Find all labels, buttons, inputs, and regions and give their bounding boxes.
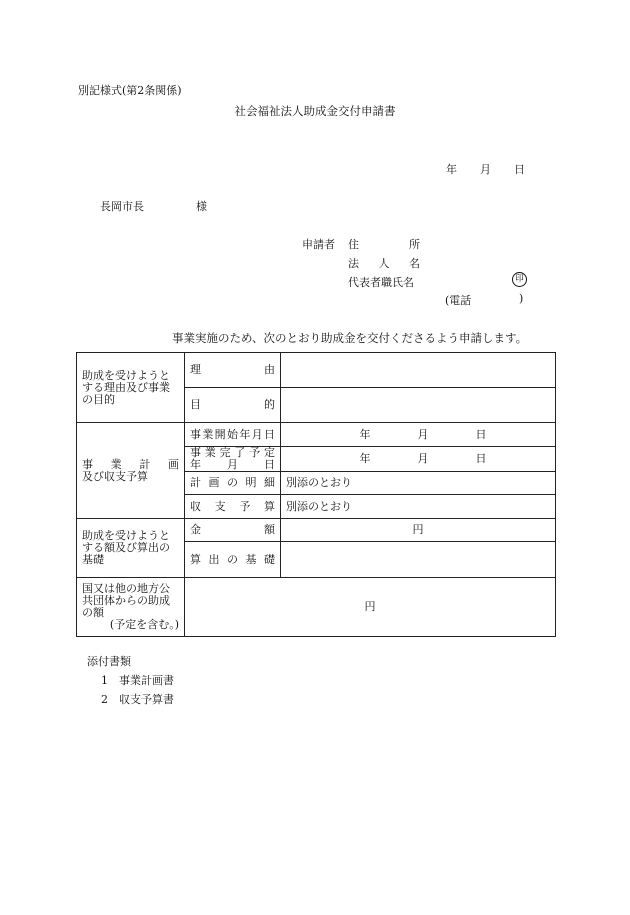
start-date-value: 年 月 日 [281, 423, 556, 447]
attachment-item: 2 収支予算書 [101, 693, 174, 706]
other-subsidy-header: 国又は他の地方公共団体からの助成の額 (予定を含む。) [77, 578, 185, 637]
reason-label: 理 由 [185, 353, 281, 388]
recipient-name: 長岡市長 [100, 200, 144, 213]
plan-detail-value: 別添のとおり [281, 472, 556, 495]
plan-budget-header: 事 業 計 画 及び収支予算 [77, 423, 185, 519]
recipient-honorific: 様 [196, 200, 207, 213]
corporation-name-label: 法 人 名 [348, 257, 420, 270]
attachment-item: 1 事業計画書 [101, 674, 174, 687]
phone-close-paren: ) [519, 292, 524, 305]
end-date-value: 年 月 日 [281, 447, 556, 472]
basis-value [281, 542, 556, 578]
amount-label: 金 額 [185, 519, 281, 542]
date-month-label: 月 [480, 163, 491, 176]
phone-label: (電話 [445, 294, 472, 307]
plan-detail-label: 計 画 の 明 細 [185, 472, 281, 495]
reason-value [281, 353, 556, 388]
purpose-header: 助成を受けようとする理由及び事業の目的 [77, 353, 185, 423]
date-year-label: 年 [446, 163, 457, 176]
representative-label: 代表者職氏名 [348, 276, 414, 289]
objective-value [281, 388, 556, 423]
start-date-label: 事業開始年月日 [185, 423, 281, 447]
objective-label: 目 的 [185, 388, 281, 423]
applicant-label: 申請者 [302, 238, 335, 251]
application-table [76, 352, 556, 637]
application-statement: 事業実施のため、次のとおり助成金を交付くださるよう申請します。 [172, 331, 528, 345]
basis-label: 算 出 の 基 礎 [185, 542, 281, 578]
date-day-label: 日 [514, 163, 525, 176]
amount-value: 円 [281, 519, 556, 542]
document-title: 社会福祉法人助成金交付申請書 [234, 104, 396, 118]
form-reference: 別記様式(第2条関係) [78, 84, 182, 97]
end-date-label: 事業完了予定 年 月 日 [185, 447, 281, 472]
seal-mark: 印 [512, 272, 527, 287]
amount-header: 助成を受けようとする額及び算出の基礎 [77, 519, 185, 578]
budget-value: 別添のとおり [281, 495, 556, 519]
budget-label: 収 支 予 算 [185, 495, 281, 519]
other-subsidy-value: 円 [185, 578, 556, 637]
address-label: 住 所 [348, 238, 420, 251]
attachments-title: 添付書類 [87, 655, 131, 668]
